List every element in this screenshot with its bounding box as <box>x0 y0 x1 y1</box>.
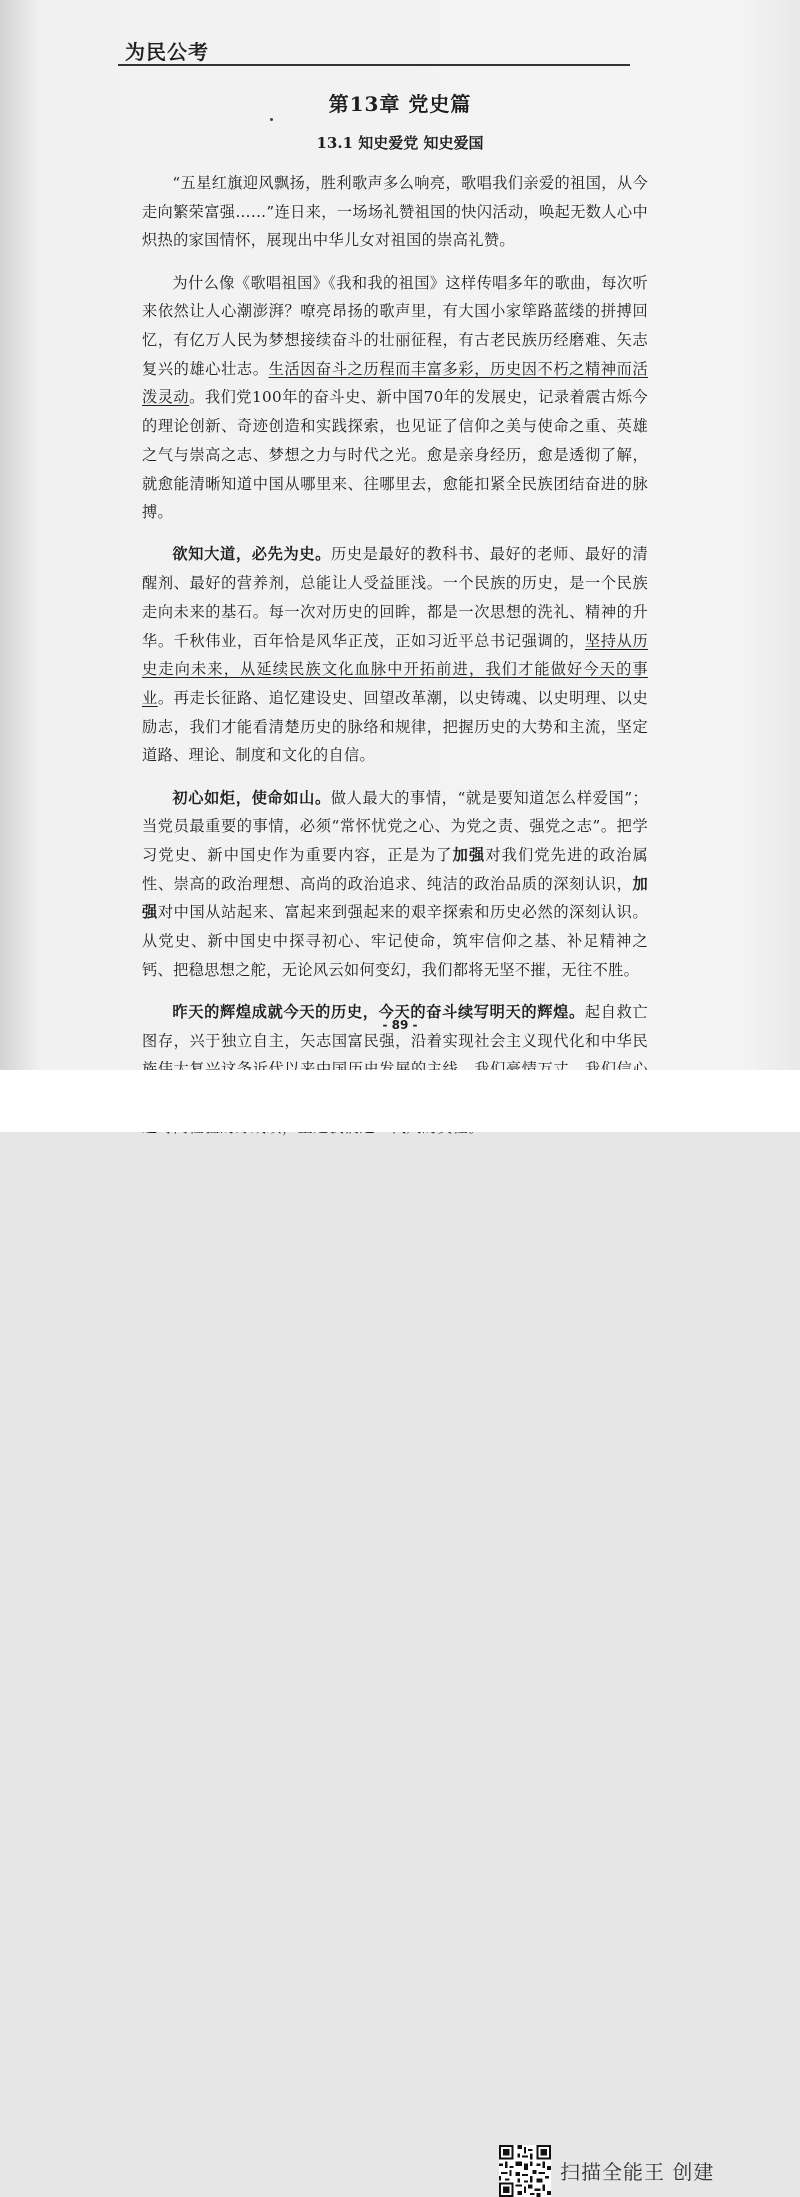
text-run: 历史是最好的教科书、最好的老师、最好的清醒剂、最好的营养剂，总能让人受益匪浅。一个民族的历史，是一个民族走向未来的基石。每一次对历史的回眸，都是一次思想的洗礼、精神的升华。千秋伟业，百年恰是风华正茂，正如习近平总书记强调的， <box>142 545 649 650</box>
text-run: 。再走长征路、追忆建设史、回望改革潮，以史铸魂、以史明理、以史励志，我们才能看清楚历史的脉络和规律，把握历史的大势和主流，坚定道路、理论、制度和文化的自信。 <box>142 688 648 765</box>
scanner-label: 扫描全能王 创建 <box>560 2160 715 2184</box>
text-run: 。我们党100年的奋斗史、新中国70年的发展史，记录着震古烁今的理论创新、奇迹创造和实践探索，也见证了信仰之美与使命之重、英雄之气与崇高之志、梦想之力与时代之光。愈是亲身经历，愈是透彻了解，就愈能清晰知道中国从哪里来、往哪里去，愈能扣紧全民族团结奋进的脉搏。 <box>142 388 648 522</box>
underlined-text: 坚持从历史走向未来，从延续民族文化血脉中开拓前进，我们才能做好今天的事业 <box>142 631 648 707</box>
text-run: 做人最大的事情，“就是要知道怎么样爱国”；当党员最重要的事情，必须“常怀忧党之心、为党之责、强党之志”。把学习党史、新中国史作为重要内容，正是为了 <box>142 788 648 864</box>
document-page <box>0 0 800 1070</box>
bold-text: 加强 <box>142 874 648 922</box>
section-title: 13.1 知史爱党 知史爱国 <box>316 134 484 152</box>
header-brand: 为民公考 <box>125 40 209 64</box>
text-run: 起自救亡图存，兴于独立自主，矢志国富民强，沿着实现社会主义现代化和中华民 <box>142 1002 648 1050</box>
text-run: 对中国从站起来、富起来到强起来的艰辛探索和历史必然的深刻认识。从党史、新中国史中探寻初心、牢记使命，筑牢信仰之基、补足精神之钙、把稳思想之舵，无论风云如何变幻，我们都将无坚不摧，无往不胜。 <box>142 903 648 979</box>
paragraph <box>142 169 648 255</box>
underlined-text: 生活因奋斗之历程而丰富多彩，历史因不朽之精神而活泼灵动 <box>142 359 648 407</box>
speck <box>270 118 273 121</box>
header-divider <box>118 64 630 66</box>
paragraph <box>142 784 648 985</box>
bold-text: 初心如炬，使命如山。 <box>172 788 331 807</box>
bold-text: 昨天的辉煌成就今天的历史，今天的奋斗续写明天的辉煌。 <box>172 1002 585 1021</box>
page-number: - 89 - <box>382 1018 418 1032</box>
chapter-title: 第13章 党史篇 <box>328 92 472 116</box>
article-body <box>142 169 648 1155</box>
bold-text: 欲知大道，必先为史。 <box>172 545 332 564</box>
qr-code-icon <box>499 2145 551 2197</box>
bold-text: 加强 <box>452 845 486 864</box>
text-run: 对我们党先进的政治属性、崇高的政治理想、高尚的政治追求、纯洁的政治品质的深刻认识， <box>142 845 649 893</box>
text-run: 为什么像《歌唱祖国》《我和我的祖国》这样传唱多年的歌曲，每次听来依然让人心潮澎湃？嘹亮昂扬的歌声里，有大国小家筚路蓝缕的拼搏回忆，有亿万人民为梦想接续奋斗的壮丽征程，有古老民族历经磨难、矢志复兴的雄心壮志。 <box>142 273 648 378</box>
paragraph <box>142 540 648 770</box>
text-run: “五星红旗迎风飘扬，胜利歌声多么响亮，歌唱我们亲爱的祖国，从今走向繁荣富强……”连日来，一场场礼赞祖国的快闪活动，唤起无数人心中炽热的家国情怀，展现出中华儿女对祖国的崇高礼赞。 <box>142 174 648 250</box>
paragraph <box>142 269 648 527</box>
scanner-watermark <box>0 1070 800 2184</box>
